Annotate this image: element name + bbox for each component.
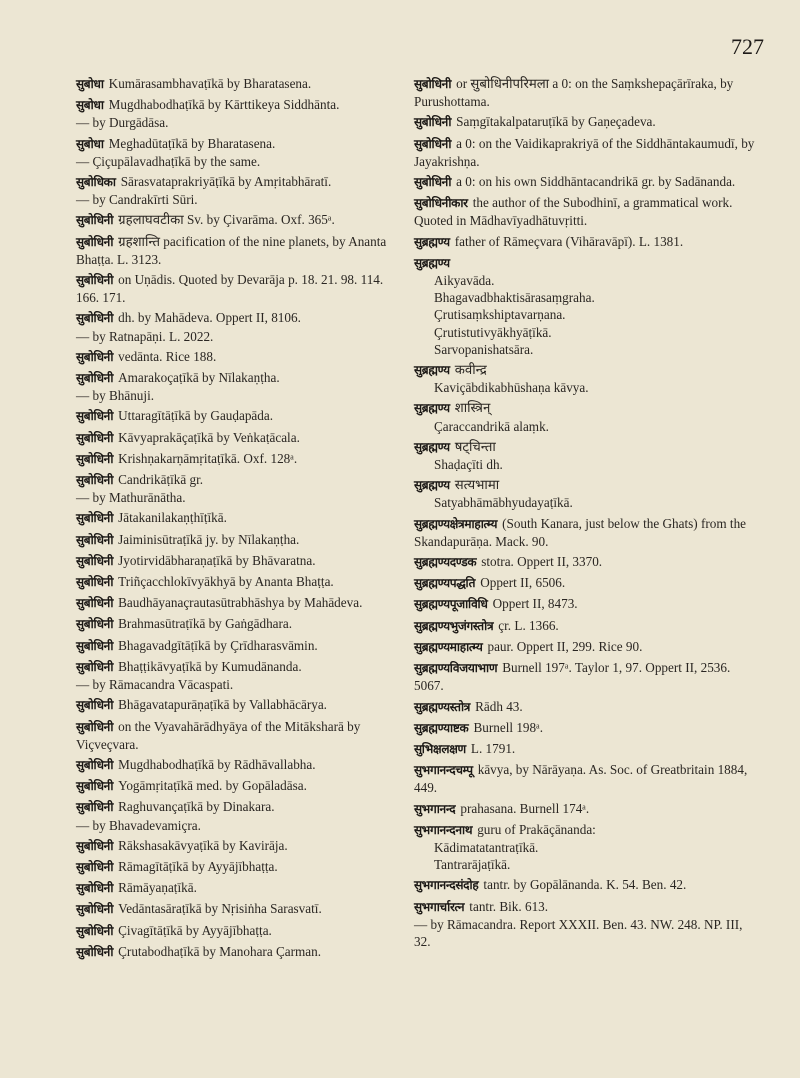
entry-text: Kāvyaprakāçaṭīkā by Veṅkaṭācala.	[118, 429, 300, 445]
headword: सुबोधिनी	[414, 77, 452, 91]
headword: सुबोधिनी	[76, 659, 114, 674]
right-entry	[414, 898, 758, 916]
left-entry	[76, 369, 406, 387]
entry-text: Çrutistutivyākhyāṭīkā.	[434, 324, 552, 340]
entry-text: tantr. Bik. 613.	[469, 898, 549, 914]
entry-text: the author of the Subodhinī, a grammatical work. Quoted in Mādhavīyadhātuvṛitti.	[414, 195, 733, 229]
left-entry	[76, 450, 406, 468]
left-entry	[76, 309, 406, 327]
left-entry	[76, 573, 406, 591]
right-entry	[414, 399, 758, 417]
entry-text: — by Bhānuji.	[76, 388, 155, 404]
left-entry	[76, 348, 406, 366]
entry-text: — Çiçupālavadhaṭīkā by the same.	[76, 153, 261, 169]
left-entry	[76, 777, 406, 795]
entry-text: — by Durgādāsa.	[76, 115, 169, 131]
headword: सुबोधिनी	[76, 575, 114, 590]
page-number: 727	[731, 34, 764, 59]
entry-text: — by Bhavadevamiçra.	[76, 817, 201, 833]
headword: सुभिक्षलक्षण	[414, 741, 466, 756]
entry-text: कवीन्द्र	[454, 362, 487, 378]
left-entry	[76, 594, 406, 612]
headword: सुब्रह्मण्यस्तोत्र	[414, 699, 471, 714]
entry-text: Rāmagītāṭīkā by Ayyājībhaṭṭa.	[118, 858, 278, 874]
left-entry	[76, 429, 406, 447]
left-column	[76, 72, 406, 961]
headword: सुबोधिनी	[76, 273, 114, 288]
entry-text: Mugdhabodhaṭīkā by Kārttikeya Siddhānta.	[108, 97, 340, 113]
headword: सुब्रह्मण्य	[414, 439, 450, 454]
right-entry	[414, 761, 758, 796]
entry-text: Rāmāyaṇaṭīkā.	[118, 880, 197, 896]
headword: सुब्रह्मण्याष्टक	[414, 720, 469, 735]
entry-text: — by Candrakīrti Sūri.	[76, 192, 198, 208]
entry-text: on Uṇādis. Quoted by Devarāja p. 18. 21. 98. 114. 166. 171.	[76, 272, 384, 306]
left-entry	[76, 191, 406, 208]
left-entry	[76, 114, 406, 131]
entry-text: stotra. Oppert II, 3370.	[481, 554, 603, 570]
entry-text: a 0: on his own Siddhāntacandrikā gr. by Sadānanda.	[456, 174, 736, 190]
entry-text: (South Kanara, just below the Ghats) from the Skandapurāṇa. Mack. 90.	[414, 515, 747, 549]
entry-text: षट्चिन्ता	[454, 438, 496, 454]
entry-text: prahasana. Burnell 174ᵃ.	[460, 800, 590, 816]
entry-text: ग्रहलाघवटीका Sv. by Çivarāma. Oxf. 365ᵃ.	[118, 212, 335, 228]
headword: सुबोधिनी	[76, 234, 114, 249]
headword: सुभगानन्दचम्पू	[414, 763, 473, 778]
right-entry	[414, 574, 758, 592]
right-entry	[414, 856, 758, 873]
right-entry	[414, 135, 758, 170]
headword: सुबोधिनी	[76, 311, 114, 326]
entry-text: Baudhāyanaçrautasūtrabhāshya by Mahādeva.	[118, 595, 363, 611]
right-entry	[414, 740, 758, 758]
entry-text: Oppert II, 6506.	[480, 575, 566, 591]
headword: सुबोधिनी	[76, 902, 114, 917]
entry-text: Rākshasakāvyaṭīkā by Kavirāja.	[118, 837, 288, 853]
entry-text: — by Ratnapāṇi. L. 2022.	[76, 328, 214, 344]
entry-text: Sarvopanishatsāra.	[434, 341, 534, 357]
headword: सुबोधिनी	[414, 115, 452, 130]
entry-text: Bhagavadgītāṭīkā by Çrīdharasvāmin.	[118, 637, 318, 653]
entry-text: Çrutabodhaṭīkā by Manohara Çarman.	[118, 943, 322, 959]
entry-text: Kumārasambhavaṭīkā by Bharatasena.	[108, 76, 312, 91]
headword: सुबोधिनी	[76, 800, 114, 815]
headword: सुब्रह्मण्यदण्डक	[414, 555, 477, 570]
right-entry	[414, 272, 758, 289]
headword: सुबोधिनी	[76, 838, 114, 853]
right-entry	[414, 379, 758, 396]
entry-text: Bhāgavatapurāṇaṭīkā by Vallabhācārya.	[118, 697, 327, 713]
headword: सुबोधिनी	[76, 409, 114, 424]
entry-text: Jātakanilakaṇṭhīṭīkā.	[118, 510, 227, 526]
right-entry	[414, 173, 758, 191]
entry-text: Tantrarājaṭīkā.	[434, 857, 511, 873]
left-entry	[76, 509, 406, 527]
headword: सुबोधिनी	[76, 757, 114, 772]
right-entry	[414, 821, 758, 839]
entry-text: Mugdhabodhaṭīkā by Rādhāvallabha.	[118, 756, 316, 772]
left-entry	[76, 943, 406, 961]
entry-text: Bhagavadbhaktisārasaṃgraha.	[434, 290, 595, 306]
entry-text: Aikyavāda.	[434, 273, 495, 289]
headword: सुबोधिनी	[76, 473, 114, 488]
headword: सुबोधिनी	[76, 638, 114, 653]
entry-text: शास्त्रिन्	[454, 400, 491, 416]
right-entry	[414, 494, 758, 511]
entry-text: Kaviçābdikabhūshaṇa kāvya.	[434, 380, 589, 396]
left-entry	[76, 153, 406, 170]
entry-text: Vedāntasāraṭīkā by Nṛisiṅha Sarasvatī.	[118, 901, 322, 917]
entry-text: Uttaragītāṭīkā by Gauḍapāda.	[118, 408, 274, 424]
entry-text: — by Mathurānātha.	[76, 490, 186, 506]
headword: सुबोधिनी	[414, 175, 452, 190]
entry-text: guru of Prakāçānanda:	[477, 821, 596, 837]
headword: सुब्रह्मण्यपद्धति	[414, 576, 476, 591]
entry-text: tantr. by Gopālānanda. K. 54. Ben. 42.	[483, 877, 687, 893]
left-entry	[76, 233, 406, 268]
headword: सुबोधिनी	[76, 213, 114, 228]
headword: सुबोधिनी	[76, 698, 114, 713]
left-entry	[76, 387, 406, 404]
left-entry	[76, 135, 406, 153]
right-entry	[414, 289, 758, 306]
right-entry	[414, 113, 758, 131]
left-entry	[76, 271, 406, 306]
right-entry	[414, 324, 758, 341]
headword: सुब्रह्मण्य	[414, 478, 450, 493]
entry-text: — by Rāmacandra. Report XXXII. Ben. 43. NW. 248. NP. III, 32.	[414, 916, 743, 949]
left-entry	[76, 615, 406, 633]
entry-text: Rādh 43.	[475, 698, 523, 714]
right-entry	[414, 418, 758, 435]
headword: सुबोधिनी	[76, 617, 114, 632]
headword: सुब्रह्मण्य	[414, 363, 450, 378]
left-entry	[76, 900, 406, 918]
headword: सुबोधिनीकार	[414, 196, 468, 211]
headword: सुबोधिनी	[76, 923, 114, 938]
entry-text: Raghuvançaṭīkā by Dinakara.	[118, 799, 275, 815]
headword: सुबोधिनी	[76, 881, 114, 896]
left-entry	[76, 718, 406, 753]
headword: सुबोधिनी	[76, 511, 114, 526]
headword: सुबोधा	[76, 136, 104, 151]
right-entry	[414, 254, 758, 272]
entry-text: Meghadūtaṭīkā by Bharatasena.	[108, 135, 276, 151]
headword: सुब्रह्मण्य	[414, 255, 450, 270]
headword: सुबोधिनी	[76, 532, 114, 547]
left-entry	[76, 837, 406, 855]
right-entry	[414, 617, 758, 635]
entry-text: Shaḍaçīti dh.	[434, 457, 503, 473]
left-entry	[76, 879, 406, 897]
right-entry	[414, 638, 758, 656]
headword: सुभगार्चारत्न	[414, 899, 465, 914]
entry-text: dh. by Mahādeva. Oppert II, 8106.	[118, 310, 301, 326]
headword: सुबोधिनी	[76, 779, 114, 794]
right-entry	[414, 800, 758, 818]
entry-text: — by Rāmacandra Vācaspati.	[76, 677, 234, 693]
headword: सुभगानन्दनाथ	[414, 822, 473, 837]
right-entry	[414, 361, 758, 379]
left-entry	[76, 798, 406, 816]
right-entry	[414, 75, 758, 110]
right-entry	[414, 456, 758, 473]
entry-text: Jyotirvidābharaṇaṭīkā by Bhāvaratna.	[118, 552, 316, 568]
entry-text: Çrutisaṃkshiptavarṇana.	[434, 307, 566, 323]
headword: सुभगानन्दसंदोह	[414, 878, 479, 893]
headword: सुबोधिनी	[76, 451, 114, 466]
right-entry	[414, 233, 758, 251]
entry-text: Sārasvataprakriyāṭīkā by Amṛitabhāratī.	[120, 174, 332, 190]
left-entry	[76, 489, 406, 506]
entry-text: Çivagītāṭīkā by Ayyājībhaṭṭa.	[118, 922, 272, 938]
entry-text: Jaiminisūtraṭīkā jy. by Nīlakaṇṭha.	[118, 531, 300, 547]
entry-text: Burnell 197ᵃ. Taylor 1, 97. Oppert II, 2536. 5067.	[414, 660, 731, 694]
entry-text: Yogāmṛitaṭīkā med. by Gopāladāsa.	[118, 778, 307, 794]
left-entry	[76, 696, 406, 714]
right-entry	[414, 916, 758, 950]
headword: सुबोधिनी	[76, 349, 114, 364]
left-entry	[76, 858, 406, 876]
left-entry	[76, 211, 406, 229]
right-entry	[414, 194, 758, 229]
entry-text: kāvya, by Nārāyaṇa. As. Soc. of Greatbritain 1884, 449.	[414, 762, 748, 796]
right-entry	[414, 698, 758, 716]
left-entry	[76, 96, 406, 114]
headword: सुब्रह्मण्यक्षेत्रमाहात्म्य	[414, 516, 498, 531]
left-entry	[76, 817, 406, 834]
entry-text: Satyabhāmābhyudayaṭīkā.	[434, 495, 573, 511]
right-entry	[414, 476, 758, 494]
right-entry	[414, 438, 758, 456]
headword: सुबोधिनी	[414, 136, 452, 151]
right-column	[414, 72, 758, 950]
left-entry	[76, 328, 406, 345]
entry-text: Saṃgītakalpataruṭīkā by Gaṇeçadeva.	[456, 114, 656, 130]
entry-text: paur. Oppert II, 299. Rice 90.	[487, 638, 643, 654]
right-entry	[414, 876, 758, 894]
headword: सुब्रह्मण्य	[414, 401, 450, 416]
headword: सुब्रह्मण्यभुजंगस्तोत्र	[414, 618, 494, 633]
right-entry	[414, 306, 758, 323]
right-entry	[414, 659, 758, 694]
entry-text: सत्यभामा	[454, 477, 500, 493]
headword: सुबोधा	[76, 98, 104, 113]
entry-text: Burnell 198ᵃ.	[473, 719, 544, 735]
left-entry	[76, 676, 406, 693]
entry-text: a 0: on the Vaidikaprakriyā of the Siddhāntakaumudī, by Jayakrishṇa.	[414, 135, 755, 169]
entry-text: Çaraccandrikā alaṃk.	[434, 418, 549, 434]
left-entry	[76, 407, 406, 425]
headword: सुबोधिनी	[76, 430, 114, 445]
right-entry	[414, 839, 758, 856]
entry-text: L. 1791.	[470, 740, 516, 756]
headword: सुब्रह्मण्यविजयाभाण	[414, 661, 498, 676]
left-entry	[76, 471, 406, 489]
right-entry	[414, 341, 758, 358]
right-entry	[414, 515, 758, 550]
entry-text: Brahmasūtraṭīkā by Gaṅgādhara.	[118, 616, 293, 632]
entry-text: or सुबोधिनीपरिमला a 0: on the Saṃkshepaçārīraka, by Purushottama.	[414, 76, 734, 110]
headword: सुब्रह्मण्य	[414, 234, 450, 249]
entry-text: Triñçacchlokīvyākhyā by Ananta Bhaṭṭa.	[118, 574, 334, 590]
left-entry	[76, 75, 406, 93]
headword: सुबोधिनी	[76, 944, 114, 959]
headword: सुबोधा	[76, 77, 104, 91]
entry-text: Kādimatatantraṭīkā.	[434, 839, 539, 855]
left-entry	[76, 637, 406, 655]
entry-text: Candrikāṭīkā gr.	[118, 472, 204, 488]
entry-text: Oppert II, 8473.	[492, 596, 578, 612]
left-entry	[76, 173, 406, 191]
entry-text: vedānta. Rice 188.	[118, 348, 217, 364]
left-entry	[76, 552, 406, 570]
right-entry	[414, 553, 758, 571]
entry-text: Krishṇakarṇāmṛitaṭīkā. Oxf. 128ᵃ.	[118, 450, 298, 466]
left-entry	[76, 658, 406, 676]
entry-text: Bhaṭṭikāvyaṭīkā by Kumudānanda.	[118, 658, 302, 674]
entry-text: ग्रहशान्ति pacification of the nine planets, by Ananta Bhaṭṭa. L. 3123.	[76, 233, 387, 267]
headword: सुबोधिनी	[76, 553, 114, 568]
right-entry	[414, 719, 758, 737]
left-entry	[76, 756, 406, 774]
headword: सुबोधिनी	[76, 859, 114, 874]
right-entry	[414, 595, 758, 613]
headword: सुबोधिनी	[76, 719, 114, 734]
entry-text: father of Rāmeçvara (Vihāravāpī). L. 1381.	[454, 233, 684, 249]
left-entry	[76, 922, 406, 940]
entry-text: çr. L. 1366.	[498, 617, 559, 633]
headword: सुबोधिनी	[76, 371, 114, 386]
headword: सुबोधिनी	[76, 596, 114, 611]
entry-text: on the Vyavahārādhyāya of the Mitāksharā by Viçveçvara.	[76, 718, 361, 752]
headword: सुब्रह्मण्यमाहात्म्य	[414, 639, 483, 654]
entry-text: Amarakoçaṭīkā by Nīlakaṇṭha.	[118, 370, 280, 386]
headword: सुबोधिका	[76, 175, 116, 190]
headword: सुब्रह्मण्यपूजाविधि	[414, 597, 488, 612]
headword: सुभगानन्द	[414, 801, 456, 816]
left-entry	[76, 531, 406, 549]
